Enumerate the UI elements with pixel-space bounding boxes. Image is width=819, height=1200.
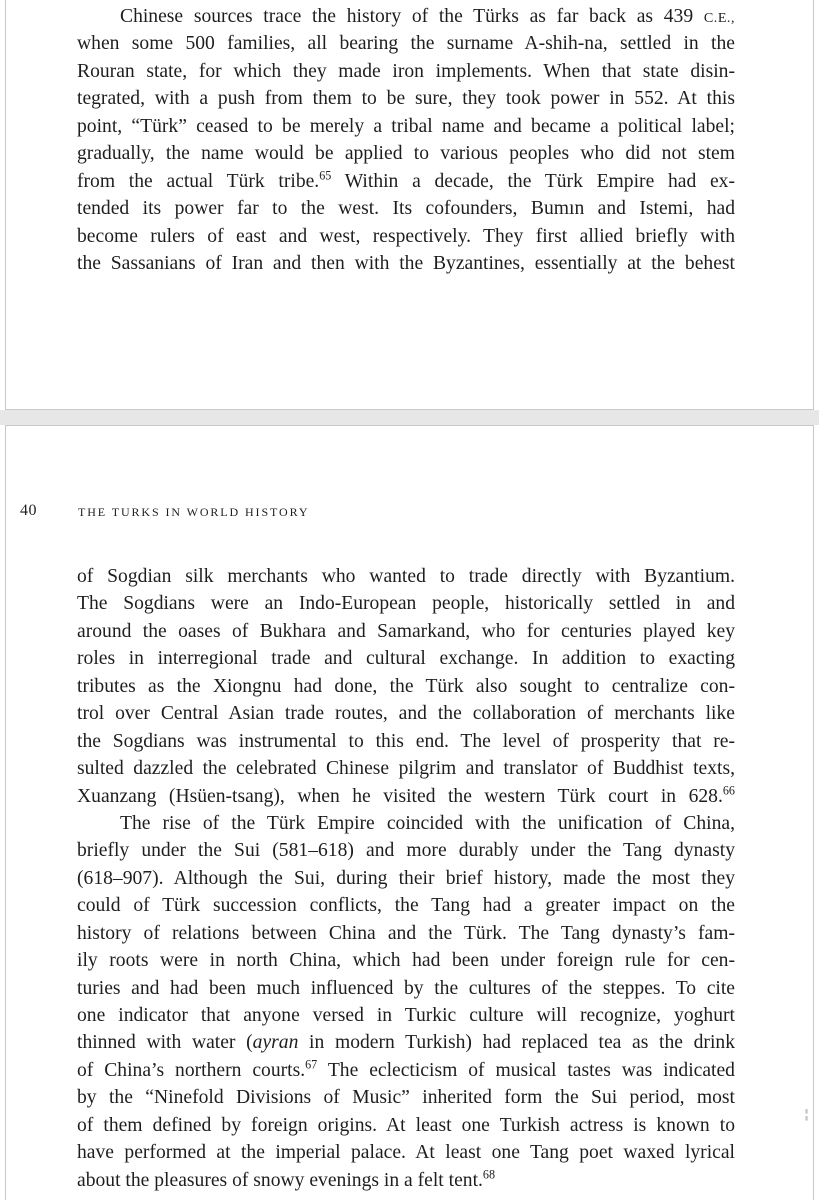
faint-side-watermark: ▮▮: [803, 1108, 809, 1122]
text-line: The rise of the Türk Empire coincided with the unification of China,: [120, 812, 735, 834]
text-line: history of relations between China and the Türk. The Tang dynasty’s fam-: [77, 922, 735, 944]
text-line: of Sogdian silk merchants who wanted to trade directly with Byzantium.: [77, 566, 735, 587]
text-line: tegrated, with a push from them to be sure, they took power in 552. At this: [77, 88, 735, 110]
text-line: Chinese sources trace the history of the Türks as far back as 439 C.E.,: [120, 6, 735, 27]
footnote-ref: 67: [305, 1057, 318, 1072]
text-line: around the oases of Bukhara and Samarkand, who for centuries played key: [77, 620, 735, 642]
text-line: trol over Central Asian trade routes, and the collaboration of merchants like: [77, 703, 735, 725]
text-line: briefly under the Sui (581–618) and more durably under the Tang dynasty: [77, 840, 735, 862]
text-line: roles in interregional trade and cultural exchange. In addition to exacting: [77, 648, 735, 670]
page-number: 40: [20, 502, 37, 519]
text-line: the Sassanians of Iran and then with the Byzantines, essentially at the behest: [77, 252, 735, 274]
page-separator: [0, 410, 819, 425]
text-line: from the actual Türk tribe.$^{65}$ Within a decade, the Türk Empire had ex-: [77, 168, 735, 192]
bottom-page-body-text: [77, 563, 735, 1194]
text-line: of them defined by foreign origins. At least one Turkish actress is known to: [77, 1114, 735, 1136]
text-line: thinned with water (ayran in modern Turkish) had replaced tea as the drink: [77, 1032, 735, 1054]
text-line: (618–907). Although the Sui, during their brief history, made the most they: [77, 867, 735, 889]
text-line: when some 500 families, all bearing the surname A-shih-na, settled in the: [77, 33, 735, 55]
text-line: point, “Türk” ceased to be merely a tribal name and became a political label;: [77, 115, 735, 137]
era-abbreviation: C.E.,: [703, 10, 735, 26]
text-line: one indicator that anyone versed in Turkic culture will recognize, yoghurt: [77, 1005, 735, 1026]
text-line: sulted dazzled the celebrated Chinese pilgrim and translator of Buddhist texts,: [77, 758, 735, 780]
text-line: Xuanzang (Hsüen-tsang), when he visited the western Türk court in 628.66: [77, 782, 735, 807]
footnote-ref: 65: [319, 168, 332, 183]
text-line: about the pleasures of snowy evenings in a felt tent.$^{68}$: [77, 1167, 496, 1191]
text-line: have performed at the imperial palace. At least one Tang poet waxed lyrical: [77, 1142, 735, 1164]
text-line: of China’s northern courts.$^{67}$ The eclecticism of musical tastes was indicated: [77, 1057, 735, 1081]
text-line: by the “Ninefold Divisions of Music” inherited form the Sui period, most: [77, 1087, 735, 1109]
text-line: tributes as the Xiongnu had done, the Türk also sought to centralize con-: [77, 675, 735, 697]
footnote-ref: 68: [482, 1167, 496, 1182]
text-line: the Sogdians was instrumental to this end. The level of prosperity that re-: [77, 730, 735, 752]
footnote-ref: 66: [722, 782, 735, 797]
italic-term: ayran: [252, 1032, 299, 1054]
running-head: THE TURKS IN WORLD HISTORY: [78, 505, 310, 519]
text-line: turies and had been much influenced by the cultures of the steppes. To cite: [77, 977, 735, 999]
text-line: ily roots were in north China, which had been under foreign rule for cen-: [77, 950, 735, 972]
text-line: become rulers of east and west, respectively. They first allied briefly with: [77, 225, 735, 247]
top-page-body-text: [77, 3, 735, 277]
text-line: gradually, the name would be applied to various peoples who did not stem: [77, 143, 735, 165]
text-line: Rouran state, for which they made iron implements. When that state disin-: [77, 60, 735, 82]
text-line: could of Türk succession conflicts, the Tang had a greater impact on the: [77, 895, 735, 917]
text-line: tended its power far to the west. Its cofounders, Bumın and Istemi, had: [77, 198, 735, 220]
text-line: The Sogdians were an Indo-European people, historically settled in and: [77, 593, 735, 615]
